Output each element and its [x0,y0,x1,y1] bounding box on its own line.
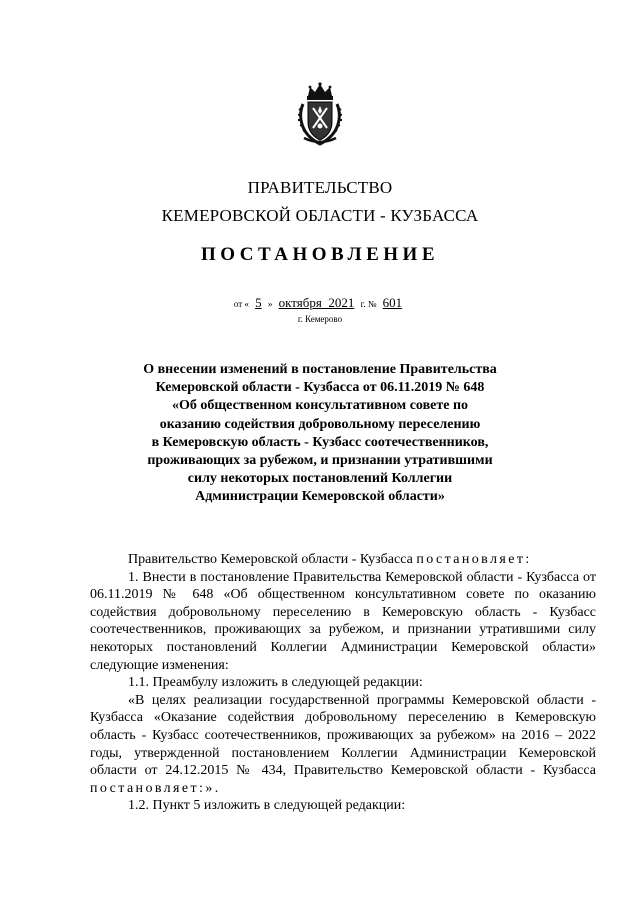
title-line: в Кемеровскую область - Кузбасс соотечественников, [151,434,489,450]
preamble-text: Правительство Кемеровской области - Кузбасса [128,552,413,567]
decree-body [90,551,596,815]
body-paragraph-1: 1. Внести в постановление Правительства Кемеровской области - Кузбасса от 06.11.2019 № 648 «Об общественном консультативном совете по оказанию содействия добровольному переселению в Кемеровскую область - Кузбасс соотечественников, проживающих за рубежом, и признании утратившими силу некоторых постановлений Коллегии Администрации Кемеровской области» следующие изменения: [90,569,596,673]
document-type-title: ПОСТАНОВЛЕНИЕ [200,244,440,265]
kemerovo-coat-of-arms-icon [298,82,342,146]
government-name-line1: ПРАВИТЕЛЬСТВО [247,178,393,197]
body-paragraph-preamble [90,551,596,569]
decree-dateline [0,295,640,311]
quote-resolves-word: постановляет:». [90,780,221,796]
title-line: Администрации Кемеровской области» [195,489,445,505]
quote-text: «В целях реализации государственной программы Кемеровской области - Кузбасса «Оказание содействия добровольному переселению в Кемеровскую область - Кузбасс соотечественников, проживающих за рубежом» на 2016 – 2022 годы, утвержденной постановлением Коллегии Администрации Кемеровской области от 24.12.2015 № 434, Правительство Кемеровской области - Кузбасса [90,692,596,779]
resolves-word: постановляет: [416,552,532,567]
decree-city: г. Кемерово [297,314,343,324]
date-day-suffix: » [267,299,273,309]
title-line: проживающих за рубежом, и признании утратившими [147,453,493,469]
date-day: 5 [255,295,262,310]
title-line: оказанию содействия добровольному переселению [159,416,481,432]
title-line: силу некоторых постановлений Коллегии [187,471,453,487]
decree-number: 601 [382,295,403,310]
title-line: «Об общественном консультативном совете по [171,398,469,414]
government-name-line2: КЕМЕРОВСКОЙ ОБЛАСТИ - КУЗБАССА [161,206,479,225]
title-line: Кемеровской области - Кузбасса от 06.11.2019 № 648 [155,380,485,396]
decree-title [110,361,530,507]
body-paragraph-quote [90,692,596,798]
title-line: О внесении изменений в постановление Правительства [143,362,497,377]
body-paragraph-1-1: 1.1. Преамбулу изложить в следующей редакции: [128,675,423,691]
date-year-suffix: г. № [360,299,377,309]
date-prefix: от « [233,299,249,309]
date-month-year: октября 2021 [278,295,355,310]
body-paragraph-1-2: 1.2. Пункт 5 изложить в следующей редакции: [128,798,406,814]
